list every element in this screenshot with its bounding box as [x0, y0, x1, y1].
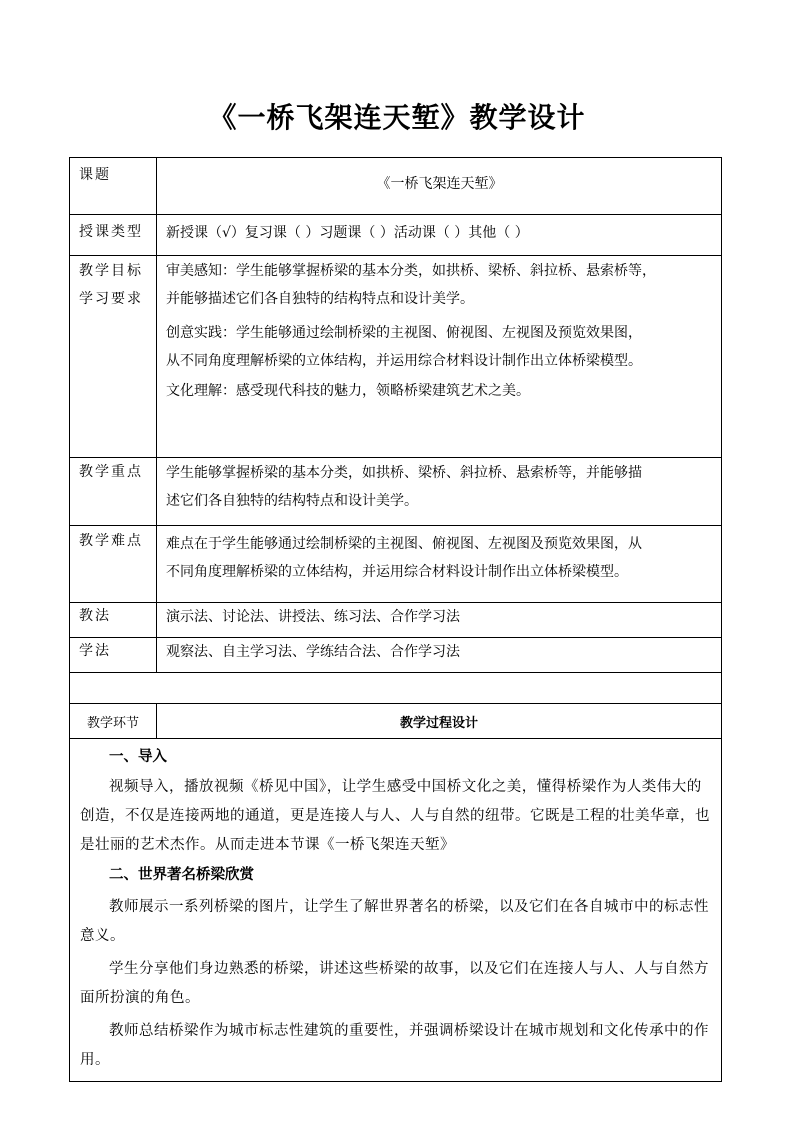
key-points-label: 教学重点	[70, 458, 157, 526]
para-line: 教师展示一系列桥梁的图片，让学生了解世界著名的桥梁，以及它们在各自城市中的标	[109, 899, 679, 915]
goals-content	[157, 256, 722, 458]
para-line: 大的创造，不仅是连接两地的通道，更是连接人与人、人与自然的纽带。它既是工程的壮美	[80, 779, 702, 824]
table-row-teaching-method	[70, 603, 722, 638]
goals-label-line-1: 教学目标	[79, 263, 143, 279]
goals-line: 审美感知：学生能够掌握桥梁的基本分类，如拱桥、梁桥、斜拉桥、悬索桥等，	[166, 263, 656, 279]
goals-label	[70, 256, 157, 458]
bridges-paragraph-3	[80, 1017, 711, 1075]
topic-label: 课题	[70, 158, 157, 215]
section-heading-intro: 一、导入	[109, 749, 167, 765]
difficulties-line: 不同角度理解桥梁的立体结构，并运用综合材料设计制作出立体桥梁模型。	[166, 564, 628, 580]
para-line: 然方面所扮演的角色。	[80, 961, 709, 1006]
bridges-paragraph-2	[80, 955, 711, 1013]
section-heading-bridges: 二、世界著名桥梁欣赏	[109, 867, 254, 883]
key-points-content	[157, 458, 722, 526]
topic-value: 《一桥飞架连天堑》	[157, 158, 722, 215]
table-row-empty	[70, 673, 722, 704]
goals-label-line-2: 学习要求	[79, 291, 143, 307]
goals-line: 文化理解：感受现代科技的魅力，领略桥梁建筑艺术之美。	[166, 383, 530, 399]
para-line: 视频导入，播放视频《桥见中国》，让学生感受中国桥文化之美，懂得桥梁作为人类伟	[109, 779, 672, 795]
process-header-left: 教学环节	[70, 704, 157, 739]
table-row-learning-method	[70, 638, 722, 673]
table-row-topic	[70, 158, 722, 215]
para-line: 华章，也是壮丽的艺术杰作。从而走进本节课《一桥飞架连天堑》	[80, 808, 710, 853]
para-line: 教师总结桥梁作为城市标志性建筑的重要性，并强调桥梁设计在城市规划和文化传承中	[109, 1023, 679, 1039]
empty-cell	[70, 673, 722, 704]
key-points-line: 学生能够掌握桥梁的基本分类，如拱桥、梁桥、斜拉桥、悬索桥等，并能够描	[166, 465, 642, 481]
key-points-line: 述它们各自独特的结构特点和设计美学。	[166, 493, 418, 509]
table-row-process	[70, 739, 722, 1082]
table-row-key-points	[70, 458, 722, 526]
table-row-process-header	[70, 704, 722, 739]
learning-method-label: 学法	[70, 638, 157, 673]
intro-paragraph	[80, 773, 711, 860]
class-type-value: 新授课（√）复习课（ ）习题课（ ）活动课（ ）其他（ ）	[157, 215, 722, 256]
table-row-class-type	[70, 215, 722, 256]
para-line: 学生分享他们身边熟悉的桥梁，讲述这些桥梁的故事，以及它们在连接人与人、人与自	[109, 961, 679, 977]
table-row-goals	[70, 256, 722, 458]
table-row-difficulties	[70, 526, 722, 603]
para-line: 志性意义。	[80, 899, 709, 944]
teaching-method-value: 演示法、讨论法、讲授法、练习法、合作学习法	[157, 603, 722, 638]
goals-line: 创意实践：学生能够通过绘制桥梁的主视图、俯视图、左视图及预览效果图，	[166, 325, 642, 341]
difficulties-label: 教学难点	[70, 526, 157, 603]
teaching-method-label: 教法	[70, 603, 157, 638]
goals-line: 从不同角度理解桥梁的立体结构，并运用综合材料设计制作出立体桥梁模型。	[166, 353, 642, 369]
bridges-paragraph-1	[80, 893, 711, 951]
page-title: 《一桥飞架连天堑》教学设计	[208, 101, 586, 134]
process-header-right: 教学过程设计	[157, 704, 722, 739]
class-type-label: 授课类型	[70, 215, 157, 256]
difficulties-content	[157, 526, 722, 603]
goals-line: 并能够描述它们各自独特的结构特点和设计美学。	[166, 291, 474, 307]
learning-method-value: 观察法、自主学习法、学练结合法、合作学习法	[157, 638, 722, 673]
process-content	[70, 739, 722, 1082]
difficulties-line: 难点在于学生能够通过绘制桥梁的主视图、俯视图、左视图及预览效果图，从	[166, 536, 642, 552]
para-line: 的作用。	[80, 1023, 709, 1068]
lesson-plan-table	[69, 157, 722, 1082]
